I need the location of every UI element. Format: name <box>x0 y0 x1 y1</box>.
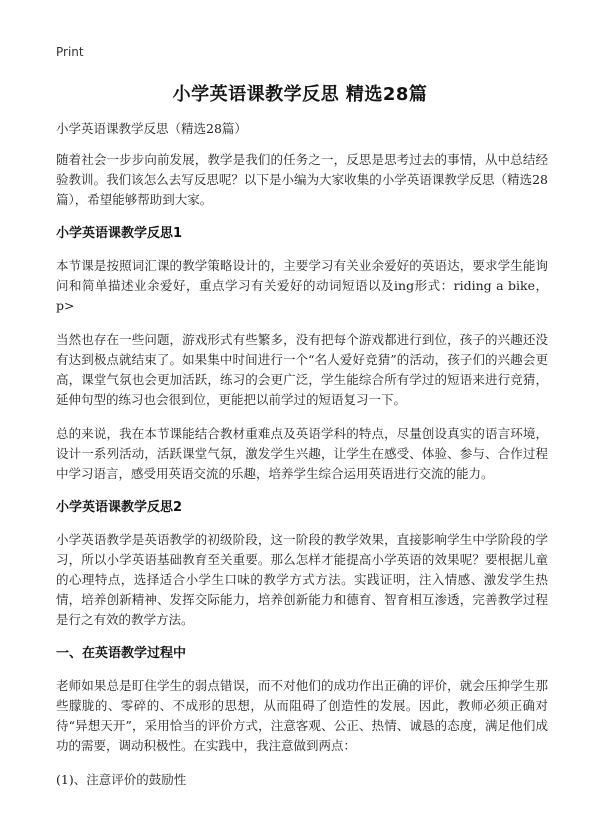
section-2-paragraph-2: 老师如果总是盯住学生的弱点错误，而不对他们的成功作出正确的评价，就会压抑学生那些朦胧的、零碎的、不成形的思想，从而阻碍了创造性的发展。因此，教师必须正确对待“异想天开”，采用恰当的评价方式，注意客观、公正、热情、诚恳的态度，满足他们成功的需要，调动积极性。在实践中，我注意做到两点： <box>56 678 548 753</box>
document-title: 小学英语课教学反思 精选28篇 <box>172 84 428 105</box>
section-1-paragraph-2: 当然也存在一些问题，游戏形式有些繁多，没有把每个游戏都进行到位，孩子的兴趣还没有达到极点就结束了。如果集中时间进行一个“名人爱好竞猜”的活动，孩子们的兴趣会更高，课堂气氛也会更加活跃，练习的会更广泛，学生能综合所有学过的短语来进行竞猜，延伸句型的练习也会很到位，更能把以前学过的短语复习一下。 <box>56 332 548 407</box>
document-body <box>56 118 548 790</box>
section-1-heading: 小学英语课教学反思1 <box>56 226 183 241</box>
section-1-paragraph-1: 本节课是按照词汇课的教学策略设计的，主要学习有关业余爱好的英语达，要求学生能询问和简单描述业余爱好，重点学习有关爱好的动词短语以及ing形式：riding a bike，p> <box>56 258 548 313</box>
section-1-paragraph-3: 总的来说，我在本节课能结合教材重难点及英语学科的特点，尽量创设真实的语言环境，设计一系列活动，活跃课堂气氛，激发学生兴趣，让学生在感受、体验、参与、合作过程中学习语言，感受用英语交流的乐趣，培养学生综合运用英语进行交流的能力。 <box>56 426 548 481</box>
intro-paragraph: 随着社会一步步向前发展，教学是我们的任务之一，反思是思考过去的事情，从中总结经验教训。我们该怎么去写反思呢？以下是小编为大家收集的小学英语课教学反思（精选28篇），希望能够帮助到大家。 <box>56 152 548 207</box>
section-2-subheading: 一、在英语教学过程中 <box>56 646 187 661</box>
document-subtitle: 小学英语课教学反思（精选28篇） <box>56 121 247 136</box>
list-item: (1)、注意评价的鼓励性 <box>56 772 187 787</box>
section-2-paragraph-1: 小学英语教学是英语教学的初级阶段，这一阶段的教学效果，直接影响学生中学阶段的学习，所以小学英语基础教育至关重要。那么怎样才能提高小学英语的效果呢？要根据儿童的心理特点，选择适合小学生口味的教学方式方法。实践证明，注入情感、激发学生热情，培养创新精神、发挥交际能力，培养创新能力和德育、智育相互渗透，完善教学过程是行之有效的教学方法。 <box>56 532 548 627</box>
print-link[interactable]: Print <box>56 45 84 59</box>
section-2-heading: 小学英语课教学反思2 <box>56 500 183 515</box>
